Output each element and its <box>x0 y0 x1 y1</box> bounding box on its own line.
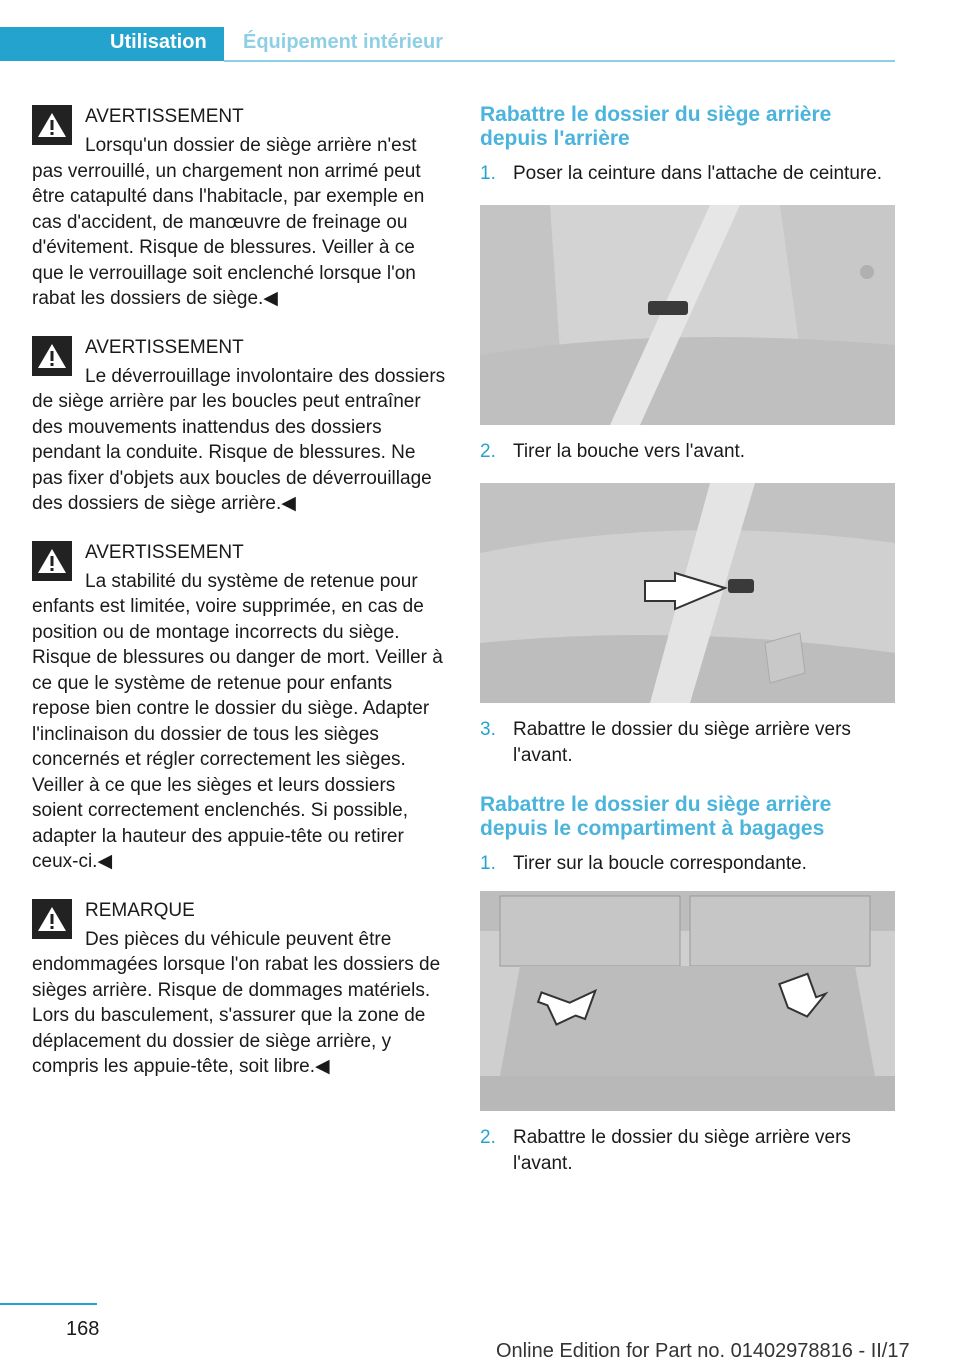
step-text: Poser la ceinture dans l'attache de ceinture. <box>513 163 883 184</box>
edition-note: Online Edition for Part no. 01402978816 - II/17 <box>496 1340 910 1362</box>
header-rule <box>224 60 895 62</box>
warning-block <box>32 334 450 517</box>
step-number: 1. <box>480 163 496 184</box>
section-label: Utilisation <box>110 31 207 53</box>
warning-triangle-icon <box>32 541 72 581</box>
step-text: Tirer sur la boucle correspondante. <box>513 853 807 874</box>
step-text: Rabattre le dossier du siège arrière vers l'avant. <box>513 1127 851 1174</box>
warnings-column <box>32 103 450 1102</box>
warning-triangle-icon <box>32 899 72 939</box>
section-heading: Rabattre le dossier du siège arrière depuis l'arrière <box>480 103 832 150</box>
warning-heading: AVERTISSEMENT <box>85 106 244 127</box>
page-number: 168 <box>66 1318 100 1340</box>
instructions-column <box>480 103 895 1177</box>
step-item <box>480 851 895 877</box>
warning-triangle-icon <box>32 105 72 145</box>
step-item <box>480 717 895 769</box>
footer-rule <box>0 1303 97 1305</box>
subsection-label: Équipement intérieur <box>243 31 444 53</box>
seatbelt-clip-photo <box>480 205 895 425</box>
page-header <box>0 27 895 61</box>
warning-text: La stabilité du système de retenue pour enfants est limitée, voire supprimée, en cas de position ou de montage incorrects du siège. Risque de blessures ou danger de mort. Veiller à ce que le système de retenue pour enfants repose bien contre le dossier du siège. Adapter l'inclinaison du dossier de tous les sièges concernés et régler correctement les sièges. Veiller à ce que les sièges et leurs dossiers soient correctement enclenchés. Si possible, adapter la hauteur des appuie-tête ou retirer ceux-ci.◀ <box>32 570 443 872</box>
release-pull-photo <box>480 483 895 703</box>
section-heading: Rabattre le dossier du siège arrière depuis le compartiment à bagages <box>480 793 832 840</box>
warning-triangle-icon <box>32 336 72 376</box>
step-item <box>480 439 895 465</box>
step-text: Tirer la bouche vers l'avant. <box>513 441 746 462</box>
step-number: 1. <box>480 853 496 874</box>
warning-block <box>32 103 450 312</box>
warning-text: Lorsqu'un dossier de siège arrière n'est pas verrouillé, un chargement non arrimé peut être catapulté dans l'habitacle, par exemple en cas d'accident, de manœuvre de freinage ou d'évitement. Risque de blessures. Veiller à ce que le verrouillage soit enclenché lorsque l'on rabat les dossiers de siège.◀ <box>32 135 425 309</box>
notice-text: Des pièces du véhicule peuvent être endommagées lorsque l'on rabat les dossiers de sièges arrière. Risque de dommages matériels. Lors du basculement, s'assurer que la zone de déplacement du dossier de siège arrière, y compris les appuie-tête, soit libre.◀ <box>32 928 441 1077</box>
step-number: 2. <box>480 441 496 462</box>
warning-text: Le déverrouillage involontaire des dossiers de siège arrière par les boucles peut entraîner des mouvements inattendus des dossiers pendant la conduite. Risque de blessures. Ne pas fixer d'objets aux boucles de déverrouillage des dossiers de siège arrière.◀ <box>32 365 446 514</box>
notice-heading: REMARQUE <box>85 899 195 921</box>
warning-heading: AVERTISSEMENT <box>85 336 244 358</box>
step-number: 3. <box>480 719 496 740</box>
step-number: 2. <box>480 1127 496 1148</box>
warning-heading: AVERTISSEMENT <box>85 541 244 563</box>
step-text: Rabattre le dossier du siège arrière vers l'avant. <box>513 719 851 766</box>
notice-block <box>32 897 450 1080</box>
step-item <box>480 161 895 187</box>
step-item <box>480 1125 895 1177</box>
trunk-loops-photo <box>480 891 895 1111</box>
section-tab <box>0 27 224 61</box>
warning-block <box>32 539 450 875</box>
